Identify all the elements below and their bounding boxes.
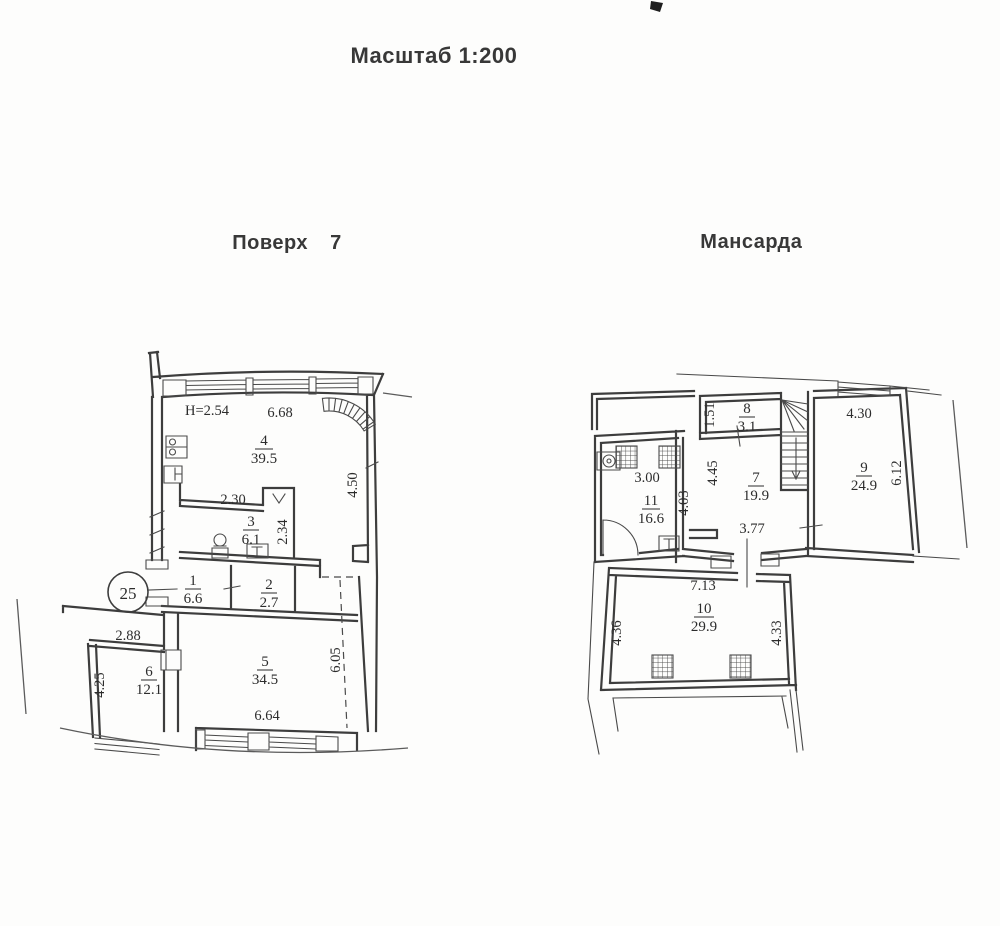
dim-room7-height: 4.45 — [705, 460, 721, 486]
dim-room9-width: 4.30 — [846, 406, 872, 422]
room6-area: 12.1 — [135, 682, 163, 698]
scale-label: Масштаб 1:200 — [350, 43, 518, 68]
room1-number: 1 — [189, 573, 197, 589]
dim-room11-height: 4.03 — [676, 490, 692, 516]
room4-area: 39.5 — [250, 451, 278, 467]
room10-area: 29.9 — [690, 619, 718, 635]
room5-number: 5 — [261, 654, 269, 670]
room9-number: 9 — [860, 460, 868, 476]
ceiling-height-label: Н=2.54 — [184, 403, 230, 419]
room7-area: 19.9 — [742, 488, 770, 504]
skylight-icon — [730, 655, 751, 678]
room9-area: 24.9 — [850, 478, 878, 494]
dim-entry-width: 2.88 — [115, 628, 141, 644]
skylight-icon — [616, 446, 637, 468]
dim-room5-height: 6.05 — [328, 647, 344, 673]
dim-room10-width: 7.13 — [690, 578, 716, 594]
mansard-plan — [588, 374, 967, 754]
skylight-icon — [659, 446, 680, 468]
scan-artifact — [650, 1, 663, 12]
floor7-plan — [17, 352, 412, 755]
room8-number: 8 — [743, 401, 751, 417]
floor7-windows — [95, 377, 378, 755]
room2-number: 2 — [265, 577, 273, 593]
room5-area: 34.5 — [251, 672, 279, 688]
dim-room3-width: 2.30 — [220, 492, 246, 508]
room3-number: 3 — [247, 514, 255, 530]
straight-stairs-icon — [781, 400, 808, 485]
apartment-number: 25 — [119, 584, 137, 603]
floor7-site-lines — [17, 393, 412, 753]
room8-area: 3.1 — [737, 419, 757, 435]
dim-room5-width: 6.64 — [254, 708, 280, 724]
apartment-number-badge — [108, 572, 148, 612]
kitchen-fixture-icon — [166, 436, 187, 458]
room3-area: 6.1 — [241, 532, 261, 548]
dim-room7-width: 3.77 — [739, 521, 765, 537]
dim-right-height: 4.50 — [345, 472, 361, 498]
dim-top-width: 6.68 — [267, 405, 293, 421]
room1-area: 6.6 — [183, 591, 203, 607]
room2-area: 2.7 — [259, 595, 279, 611]
dim-room6-height: 4.25 — [92, 672, 108, 698]
room11-number: 11 — [643, 493, 659, 509]
floor7-title-word: Поверх — [232, 232, 309, 254]
room10-number: 10 — [696, 601, 712, 617]
sink-counter-icon — [164, 466, 182, 483]
room11-area: 16.6 — [637, 511, 665, 527]
skylight-icon — [652, 655, 673, 678]
room6-number: 6 — [145, 664, 153, 680]
dim-room11-width: 3.00 — [634, 470, 660, 486]
dim-room10-left-height: 4.36 — [609, 620, 625, 646]
floor7-title-number: 7 — [330, 232, 342, 254]
dim-room10-right-height: 4.33 — [769, 620, 785, 646]
mansard-title-label: Мансарда — [700, 231, 803, 253]
mansard-neighbor-wall — [953, 400, 967, 548]
dim-room3-depth: 2.34 — [275, 519, 291, 545]
dim-room9-height: 6.12 — [889, 460, 905, 486]
room4-number: 4 — [260, 433, 268, 449]
room7-number: 7 — [752, 470, 760, 486]
dim-room8-depth: 1.51 — [702, 402, 718, 428]
